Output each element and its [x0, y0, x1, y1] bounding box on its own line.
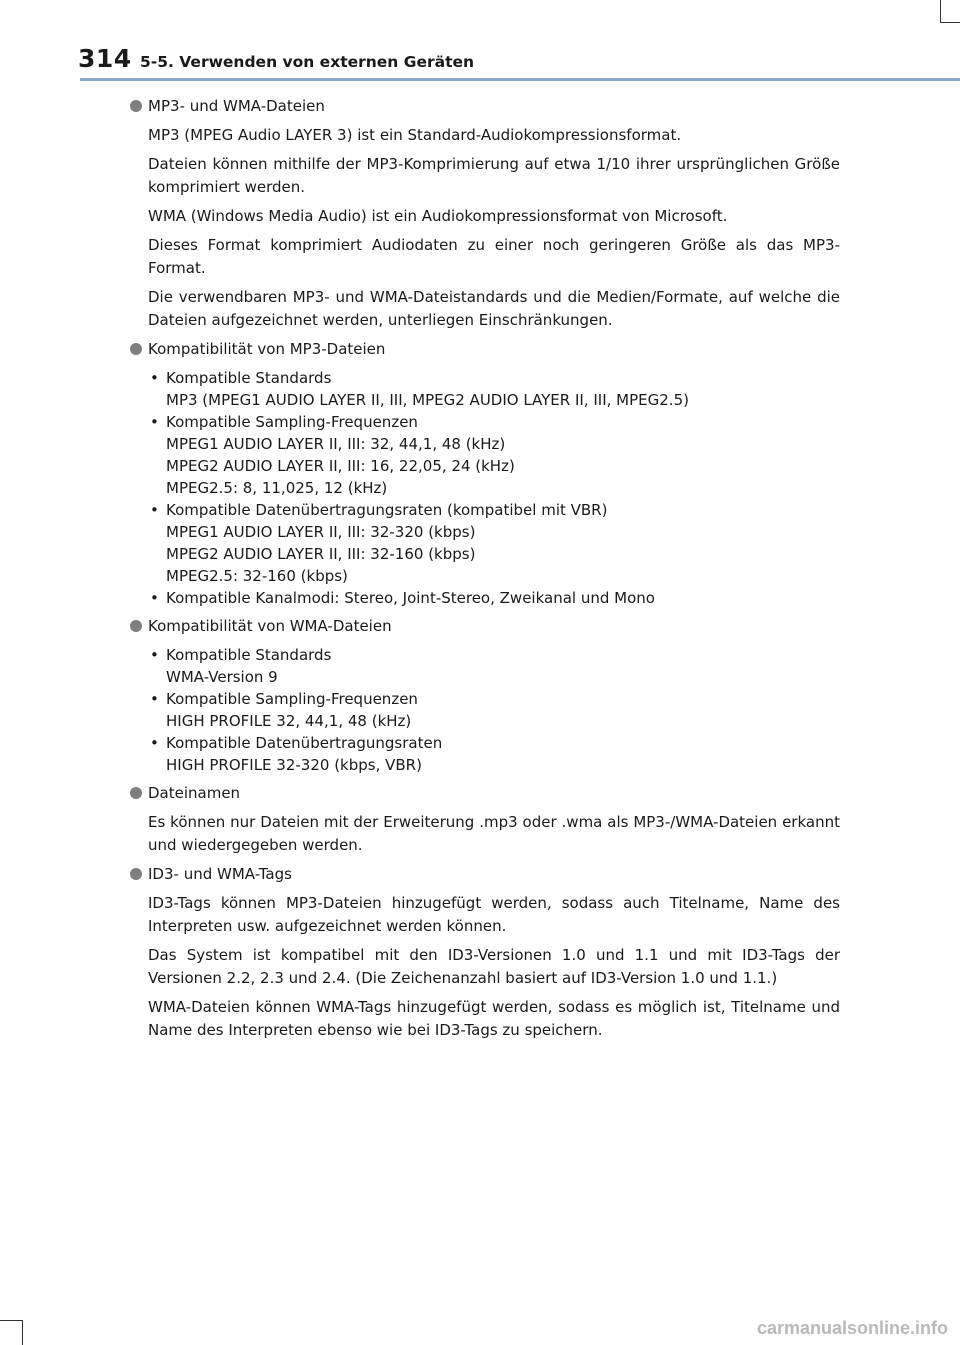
section-heading [130, 338, 840, 361]
list-item-label: Kompatible Standards [166, 646, 332, 664]
list-item [148, 688, 840, 732]
section-title: 5-5. Verwenden von externen Geräten [140, 53, 475, 71]
paragraph: Dieses Format komprimiert Audiodaten zu einer noch geringeren Größe als das MP3-Format. [148, 236, 840, 277]
list-item [148, 732, 840, 776]
spec-list [148, 367, 840, 609]
bullet-icon: • [150, 501, 159, 519]
bullet-dot-icon [130, 868, 142, 880]
bullet-dot-icon [130, 620, 142, 632]
section-mp3-wma [130, 95, 840, 332]
list-item-value: HIGH PROFILE 32, 44,1, 48 (kHz) [166, 712, 412, 730]
section-heading [130, 863, 840, 886]
page-number: 314 [78, 44, 132, 73]
header-rule [80, 78, 960, 81]
section-tags [130, 863, 840, 1042]
paragraph: MP3 (MPEG Audio LAYER 3) ist ein Standard-Audiokompressionsformat. [148, 126, 682, 144]
list-item-label: Kompatible Sampling-Frequenzen [166, 413, 418, 431]
section-filenames [130, 782, 840, 857]
list-item-value: MPEG2 AUDIO LAYER II, III: 32-160 (kbps) [166, 545, 476, 563]
bullet-dot-icon [130, 343, 142, 355]
list-item-value: MPEG2.5: 8, 11,025, 12 (kHz) [166, 479, 388, 497]
paragraph: Es können nur Dateien mit der Erweiterung .mp3 oder .wma als MP3-/WMA-Dateien erkannt und wiedergegeben werden. [148, 813, 840, 854]
crop-mark [0, 1320, 22, 1321]
bullet-icon: • [150, 589, 159, 607]
list-item-label: Kompatible Standards [166, 369, 332, 387]
spec-list [148, 644, 840, 776]
paragraph: Dateien können mithilfe der MP3-Komprimierung auf etwa 1/10 ihrer ursprünglichen Größe komprimiert werden. [148, 155, 840, 196]
bullet-icon: • [150, 369, 159, 387]
section-mp3-compat [130, 338, 840, 609]
section-heading-text: Kompatibilität von MP3-Dateien [148, 340, 386, 358]
list-item [148, 587, 840, 609]
paragraph: Das System ist kompatibel mit den ID3-Versionen 1.0 und 1.1 und mit ID3-Tags der Versionen 2.2, 2.3 und 2.4. (Die Zeichenanzahl basiert auf ID3-Version 1.0 und 1.1.) [148, 946, 840, 987]
paragraph: ID3-Tags können MP3-Dateien hinzugefügt werden, sodass auch Titelname, Name des Interpreten usw. aufgezeichnet werden können. [148, 894, 840, 935]
list-item-value: MPEG1 AUDIO LAYER II, III: 32, 44,1, 48 (kHz) [166, 435, 506, 453]
section-heading [130, 615, 840, 638]
list-item [148, 411, 840, 499]
bullet-dot-icon [130, 100, 142, 112]
bullet-icon: • [150, 413, 159, 431]
bullet-icon: • [150, 734, 159, 752]
crop-mark [940, 22, 960, 23]
list-item-value: MP3 (MPEG1 AUDIO LAYER II, III, MPEG2 AUDIO LAYER II, III, MPEG2.5) [166, 391, 689, 409]
section-heading-text: Kompatibilität von WMA-Dateien [148, 617, 392, 635]
paragraph: WMA-Dateien können WMA-Tags hinzugefügt werden, sodass es möglich ist, Titelname und Name des Interpreten ebenso wie bei ID3-Tags zu speichern. [148, 998, 840, 1039]
list-item [148, 367, 840, 411]
list-item-value: WMA-Version 9 [166, 668, 278, 686]
crop-mark [940, 0, 941, 22]
paragraph: Die verwendbaren MP3- und WMA-Dateistandards und die Medien/Formate, auf welche die Dateien aufgezeichnet werden, unterliegen Einschränkungen. [148, 288, 840, 329]
bullet-icon: • [150, 690, 159, 708]
list-item-label: Kompatible Sampling-Frequenzen [166, 690, 418, 708]
bullet-dot-icon [130, 787, 142, 799]
paragraph: WMA (Windows Media Audio) ist ein Audiokompressionsformat von Microsoft. [148, 207, 728, 225]
list-item-value: MPEG2 AUDIO LAYER II, III: 16, 22,05, 24 (kHz) [166, 457, 515, 475]
section-heading-text: Dateinamen [148, 784, 241, 802]
section-heading-text: ID3- und WMA-Tags [148, 865, 292, 883]
page-content [130, 95, 840, 1048]
list-item [148, 644, 840, 688]
list-item-label: Kompatible Kanalmodi: Stereo, Joint-Stereo, Zweikanal und Mono [166, 589, 655, 607]
list-item-label: Kompatible Datenübertragungsraten (kompatibel mit VBR) [166, 501, 608, 519]
section-heading [130, 782, 840, 805]
section-wma-compat [130, 615, 840, 776]
list-item-label: Kompatible Datenübertragungsraten [166, 734, 443, 752]
crop-mark [22, 1320, 23, 1345]
section-heading [130, 95, 840, 118]
section-heading-text: MP3- und WMA-Dateien [148, 97, 325, 115]
list-item-value: MPEG2.5: 32-160 (kbps) [166, 567, 348, 585]
list-item [148, 499, 840, 587]
bullet-icon: • [150, 646, 159, 664]
list-item-value: HIGH PROFILE 32-320 (kbps, VBR) [166, 756, 422, 774]
watermark-logo: carmanualsonline.info [756, 1318, 948, 1338]
list-item-value: MPEG1 AUDIO LAYER II, III: 32-320 (kbps) [166, 523, 476, 541]
